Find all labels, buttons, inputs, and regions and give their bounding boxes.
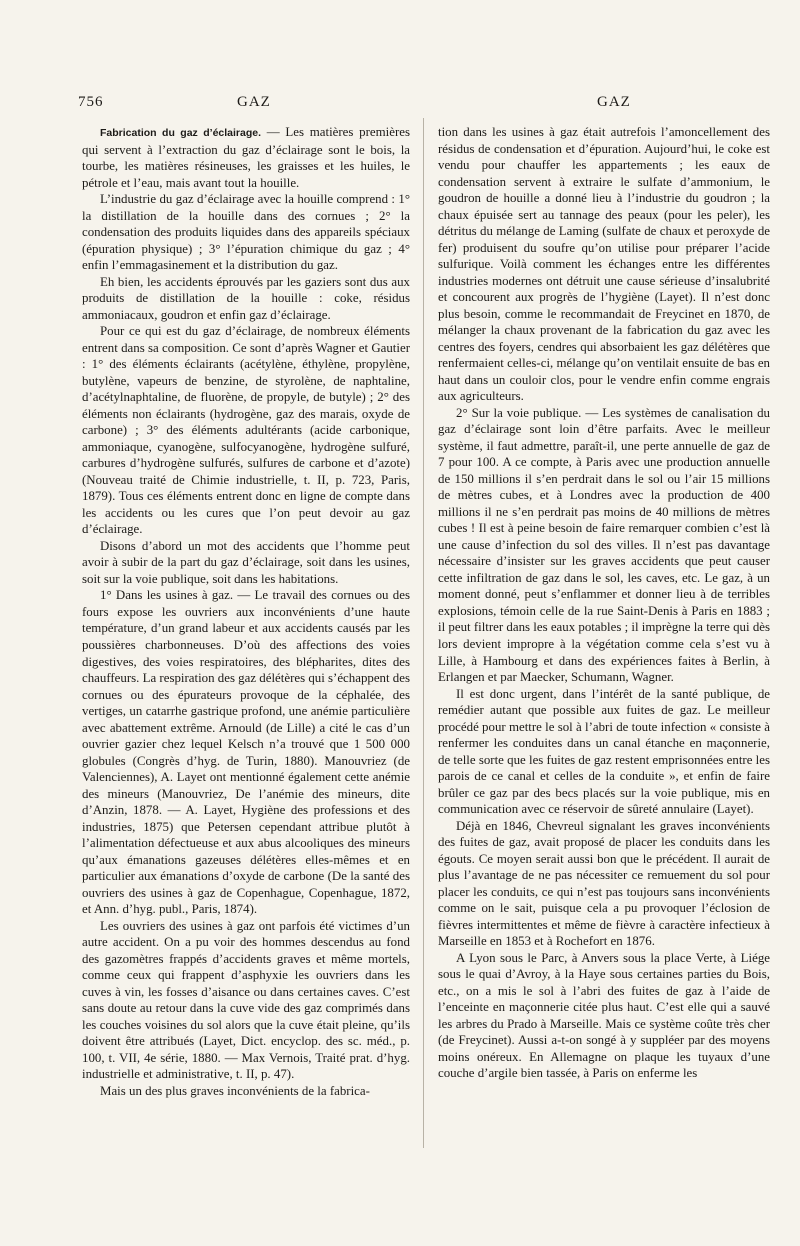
paragraph-text: — Les matières premières qui servent à l’extraction du gaz d’éclairage sont le bois, la tourbe, les matières résineuses, les graisses et les huiles, le pétrole et l’eau, mais avant tout la houille. xyxy=(82,125,410,190)
paragraph: Il est donc urgent, dans l’intérêt de la santé publique, de remédier autant que possible aux fuites de gaz. Le meilleur procédé pour mettre le sol à l’abri de toute infection « consiste à renfermer les conduites dans un canal étanche en maçonnerie, de telle sorte que les fuites de gaz restent emprisonnées entre les parois de ce canal et celles de la conduite », et enfin de faire brûler ce gaz par des becs placés sur la voie publique, mis en communication avec ce réservoir de sûreté annulaire (Layet). xyxy=(438,686,770,817)
left-running-title: GAZ xyxy=(237,94,271,110)
column-divider xyxy=(423,118,424,1148)
paragraph: A Lyon sous le Parc, à Anvers sous la place Verte, à Liége sous le quai d’Avroy, à la Haye sous certaines parties du Bois, etc., on a mis le sol à l’abri des fuites de gaz à l’aide de l’enceinte en maçonnerie citée plus haut. C’est elle qui a sauvé les arbres du Prado à Marseille. Mais ce système coûte très cher (de Freycinet). Aussi a-t-on songé à y suppléer par des moyens moins onéreux. En Allemagne on plaque les tuyaux d’une couche d’argile bien tassée, à Paris on enferme les xyxy=(438,950,770,1081)
page-number: 756 xyxy=(78,94,104,110)
section-heading: Fabrication du gaz d’éclairage. xyxy=(100,127,262,139)
paragraph: 2° Sur la voie publique. — Les systèmes de canalisation du gaz d’éclairage sont loin d’être parfaits. Avec le meilleur système, il faut admettre, paraît-il, une perte annuelle de gaz de 7 pour 100. A ce compte, à Paris avec une production annuelle de 150 millions il s’en perdrait dans le sol ou l’air 15 millions de mètres cubes, et à Londres avec la production de 400 millions il ne s’en perdrait pas moins de 40 millions de mètres cubes ! Il est à peine besoin de faire remarquer combien c’est là une cause d’infection du sol des villes. Il n’est pas davantage nécessaire d’insister sur les graves accidents que peut causer cette infiltration de gaz dans le sol, les caves, etc. Le gaz, à un moment donné, peut s’enflammer et donner lieu à de terribles explosions, témoin celle de la rue Saint-Denis à Paris en 1883 ; il peut filtrer dans les eaux potables ; il imprègne la terre qui dès lors devient impropre à la végétation comme cela s’est vu à Lille, à Hambourg et dans des expériences faites à Berlin, à Erlangen et par Maecker, Schumann, Wagner. xyxy=(438,405,770,685)
right-column xyxy=(438,124,770,1082)
left-column xyxy=(82,124,410,1099)
paragraph: 1° Dans les usines à gaz. — Le travail des cornues ou des fours expose les ouvriers aux inconvénients d’une haute température, d’un grand labeur et aux accidents causés par les poussières charbonneuses. D’où des affections des voies digestives, des voies respiratoires, des blépharites, dites des chauffeurs. La respiration des gaz délétères qui s’échappent des cornues ou des épurateurs provoque de la céphalée, des vertiges, un catarrhe gastrique profond, une anémie particulière avec abattement extrême. Arnould (de Lille) a cité le cas d’un ouvrier gazier chez lequel Kelsch n’a trouvé que 1 500 000 globules (Congrès d’hyg. de Turin, 1880). Manouvriez (de Valenciennes), A. Layet ont mentionné également cette anémie des mineurs (Manouvriez, De l’anémie des mineurs, dite d’Anzin, 1878. — A. Layet, Hygiène des professions et des industries, 1875) que Petersen cependant attribue plutôt à l’alimentation défectueuse et aux abus alcooliques des mineurs qu’aux émanations gazeuses délétères elles-mêmes et en particulier aux émanations d’oxyde de carbone (De la santé des ouvriers des usines à gaz de Copenhague, Copenhague, 1872, et Ann. d’hyg. publ., Paris, 1874). xyxy=(82,588,410,917)
paragraph xyxy=(82,124,410,191)
paragraph: Mais un des plus graves inconvénients de la fabrica- xyxy=(100,1083,370,1098)
paragraph: L’industrie du gaz d’éclairage avec la houille comprend : 1° la distillation de la houille dans des cornues ; 2° la condensation des produits liquides dans des appareils spéciaux (épuration physique) ; 3° l’épuration chimique du gaz ; 4° enfin l’emmagasinement et la distribution du gaz. xyxy=(82,192,410,273)
paragraph: Déjà en 1846, Chevreul signalant les graves inconvénients des fuites de gaz, avait proposé de placer les conduits dans les égouts. Ce moyen serait aussi bon que le précédent. Il aurait de plus l’avantage de ne pas nécessiter ce remuement du sol pour placer les conduits, ce qui n’est pas toujours sans inconvénients comme on le sait, puisque cela a pu provoquer l’éclosion de fièvres intermittentes et même de fièvre à caractère infectieux à Marseille en 1853 et à Rochefort en 1876. xyxy=(438,818,770,949)
right-running-title: GAZ xyxy=(597,94,631,110)
paragraph: tion dans les usines à gaz était autrefois l’amoncellement des résidus de condensation et d’épuration. Aujourd’hui, le coke est vendu pour chauffer les appartements ; les eaux de condensation servent à extraire le sulfate d’ammonium, le goudron de houille a donné lieu à l’industrie du goudron ; la chaux épuisée sert au tannage des peaux (pour les peler), les détritus du mélange de Laming (sulfate de chaux et peroxyde de fer) produisent du soufre qu’on utilise pour préparer l’acide sulfurique. Voilà comment les échanges entre les différentes industries modernes ont détruit une cause sérieuse d’insalubrité et concourent aux progrès de l’hygiène (Layet). Il n’est donc plus besoin, comme le recommandait de Freycinet en 1870, de mélanger la chaux provenant de la fabrication du gaz avec les centres des foyers, cendres qui absorbaient les gaz délétères que renfermaient celles-ci, mélange qu’on ventilait ensuite de bas en haut dans un couloir clos, pour le vendre enfin comme engrais aux agriculteurs. xyxy=(438,125,770,404)
paragraph: Disons d’abord un mot des accidents que l’homme peut avoir à subir de la part du gaz d’éclairage, soit dans les usines, soit sur la voie publique, soit dans les habitations. xyxy=(82,538,410,586)
running-header xyxy=(0,94,800,114)
paragraph: Eh bien, les accidents éprouvés par les gaziers sont dus aux produits de distillation de la houille : coke, résidus ammoniacaux, goudron et enfin gaz d’éclairage. xyxy=(82,274,410,322)
paragraph: Pour ce qui est du gaz d’éclairage, de nombreux éléments entrent dans sa composition. Ce sont d’après Wagner et Gautier : 1° des éléments éclairants (acétylène, éthylène, propylène, butylène, vapeurs de benzine, de styrolène, de naphtaline, d’acétylnaphtaline, de fluorène, de propyle, de butyle) ; 2° des éléments non éclairants (hydrogène, gaz des marais, oxyde de carbone) ; 3° des éléments adultérants (acide carbonique, ammoniaque, cyanogène, sulfocyanogène, hydrogène sulfuré, carbures d’hydrogène sulfurés, sulfures de carbone et d’azote) (Nouveau traité de Chimie industrielle, t. II, p. 723, Paris, 1879). Tous ces éléments entrent donc en ligne de compte dans les accidents ou les cures que l’on peut devoir au gaz d’éclairage. xyxy=(82,324,410,537)
paragraph: Les ouvriers des usines à gaz ont parfois été victimes d’un autre accident. On a pu voir des hommes descendus au fond des gazomètres frappés d’accidents graves et même mortels, comme ceux qui frappent d’asphyxie les ouvriers dans les cuves à vin, les fosses d’aisance ou dans certaines caves. C’est sans doute au retour dans la cuve vide des gaz comprimés dans les couches voisines du sol alors que la cuve était pleine, qu’ils doivent être attribués (Layet, Dict. encyclop. des sc. méd., p. 100, t. VII, 4e série, 1880. — Max Vernois, Traité prat. d’hyg. industrielle et administrative, t. II, p. 47). xyxy=(82,918,410,1082)
